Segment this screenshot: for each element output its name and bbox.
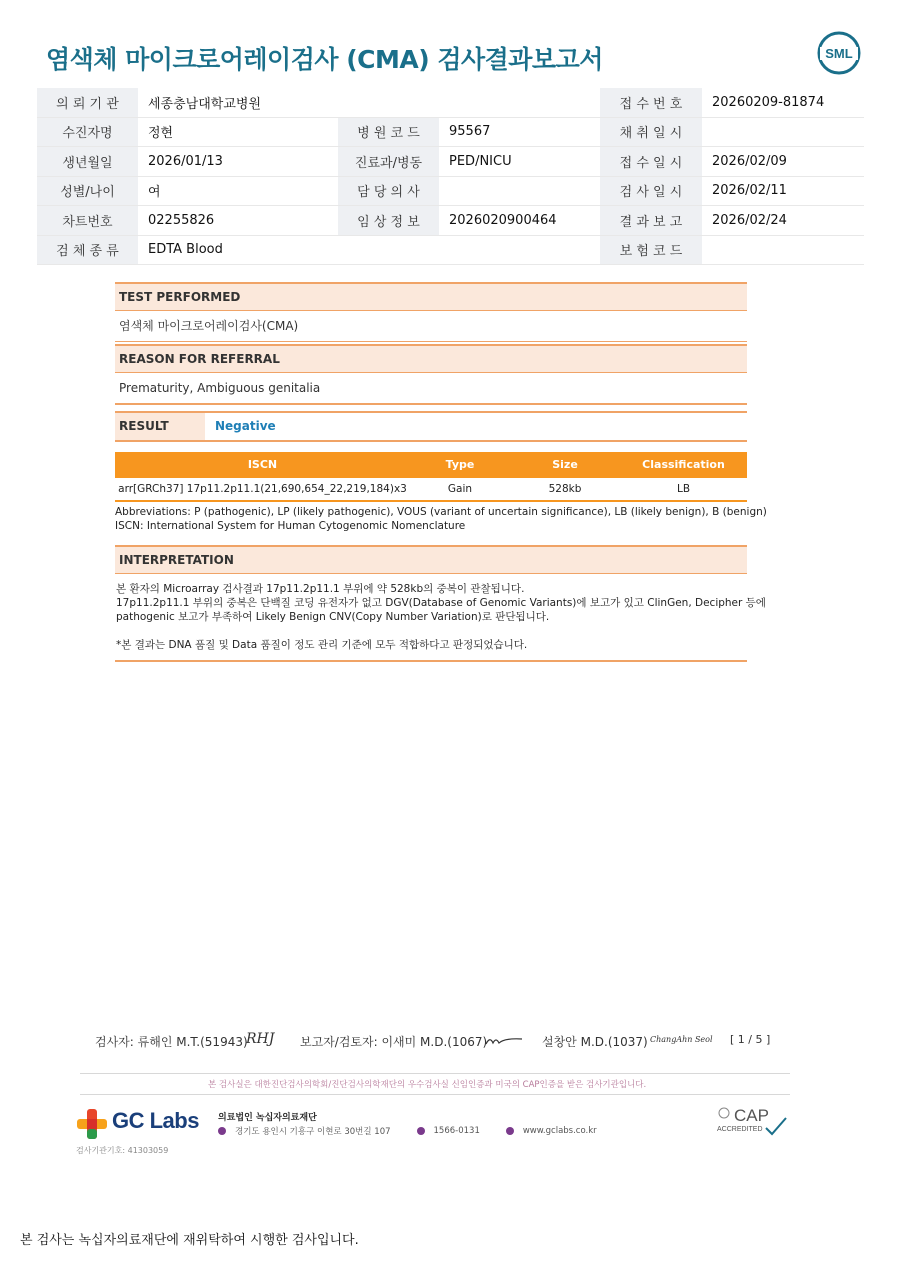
info-value: 세종충남대학교병원	[138, 88, 338, 117]
gc-contact	[218, 1125, 597, 1137]
page-indicator: [ 1 / 5 ]	[730, 1033, 771, 1046]
interpretation-line: pathogenic 보고가 부족하여 Likely Benign CNV(Copy Number Variation)로 판단됩니다.	[116, 611, 550, 623]
abbreviations	[115, 505, 767, 533]
iscn-value: arr[GRCh37] 17p11.2p11.1(21,690,654_22,219,184)x3	[118, 483, 407, 495]
certification-text: 본 검사실은 대한진단검사의학회/진단검사의학재단의 우수검사실 신임인증과 미국의 CAP인증을 받은 검사기관입니다.	[208, 1080, 647, 1090]
reason-label: REASON FOR REFERRAL	[115, 344, 747, 373]
tester-signature: RHJ	[246, 1031, 275, 1047]
type-value: Gain	[447, 483, 473, 495]
size-value: 528kb	[548, 483, 582, 495]
info-value: EDTA Blood	[138, 235, 338, 265]
info-label: 성별/나이	[37, 176, 138, 206]
info-row	[37, 235, 864, 265]
info-label: 결 과 보 고	[600, 206, 702, 236]
info-value: 2026/01/13	[138, 147, 338, 177]
divider	[80, 1094, 790, 1095]
info-label: 보 험 코 드	[600, 235, 702, 265]
info-label: 의 뢰 기 관	[37, 88, 138, 117]
table-row	[115, 478, 747, 502]
info-label: 수진자명	[37, 117, 138, 147]
interpretation-section	[115, 545, 766, 662]
abbreviations-line: Abbreviations: P (pathogenic), LP (likely pathogenic), VOUS (variant of uncertain significance), LB (likely benign), B (benign)	[115, 506, 767, 518]
gc-web: www.gclabs.co.kr	[522, 1126, 597, 1136]
info-label: 검 사 일 시	[600, 176, 702, 206]
gc-cross-icon	[76, 1108, 108, 1140]
info-value: 2026020900464	[439, 206, 600, 236]
footer-note: 본 검사는 녹십자의료재단에 재위탁하여 시행한 검사입니다.	[20, 1233, 359, 1248]
iscn-definition-line: ISCN: International System for Human Cytogenomic Nomenclature	[115, 520, 466, 532]
info-value: PED/NICU	[439, 147, 600, 177]
info-value	[702, 117, 864, 147]
result-label: RESULT	[115, 413, 205, 440]
info-label: 검 체 종 류	[37, 235, 138, 265]
reason-value: Prematurity, Ambiguous genitalia	[115, 373, 747, 405]
info-row	[37, 88, 864, 117]
interpretation-line	[116, 624, 747, 638]
info-value	[702, 235, 864, 265]
info-label: 차트번호	[37, 206, 138, 236]
interpretation-line: 17p11.2p11.1 부위의 중복은 단백질 코딩 유전자가 없고 DGV(Database of Genomic Variants)에 보고가 있고 ClinGen, Decipher 등에	[116, 597, 766, 609]
logo-text: SML	[825, 46, 853, 61]
info-row	[37, 147, 864, 177]
info-label: 채 취 일 시	[600, 117, 702, 147]
test-performed-value: 염색체 마이크로어레이검사(CMA)	[115, 311, 747, 342]
info-label: 접 수 일 시	[600, 147, 702, 177]
test-performed-label: TEST PERFORMED	[115, 282, 747, 311]
info-value: 여	[138, 176, 338, 206]
reviewer-signature-icon	[484, 1034, 524, 1048]
gc-org-name: 의료법인 녹십자의료재단	[218, 1113, 317, 1123]
info-value: 2026/02/09	[702, 147, 864, 177]
cap-sub: ACCREDITED	[717, 1126, 763, 1133]
interpretation-line: 본 환자의 Microarray 검사결과 17p11.2p11.1 부위에 약 528kb의 중복이 관찰됩니다.	[116, 583, 525, 595]
size-header: Size	[552, 458, 578, 471]
info-value: 정현	[138, 117, 338, 147]
location-icon	[218, 1127, 226, 1135]
result-row	[115, 411, 747, 442]
reviewer-signature-label: 보고자/검토자: 이새미 M.D.(1067)	[300, 1035, 488, 1049]
gc-address: 경기도 용인시 기흥구 이현로 30번길 107	[235, 1127, 391, 1137]
info-row	[37, 206, 864, 236]
report-title: 염색체 마이크로어레이검사 (CMA) 검사결과보고서	[46, 45, 603, 74]
interpretation-label: INTERPRETATION	[115, 545, 747, 574]
tester-signature-label: 검사자: 류해인 M.T.(51943)	[95, 1035, 248, 1049]
iscn-header-row	[115, 452, 747, 478]
info-value	[439, 88, 600, 117]
reason-section	[115, 344, 747, 405]
info-label: 진료과/병동	[338, 147, 439, 177]
info-value	[439, 235, 600, 265]
info-label: 병 원 코 드	[338, 117, 439, 147]
type-header: Type	[445, 458, 475, 471]
info-label: 접 수 번 호	[600, 88, 702, 117]
info-label: 임 상 정 보	[338, 206, 439, 236]
divider	[80, 1073, 790, 1074]
interpretation-body	[115, 574, 766, 662]
info-row	[37, 117, 864, 147]
info-value: 95567	[439, 117, 600, 147]
info-label: 생년월일	[37, 147, 138, 177]
classification-header: Classification	[642, 458, 725, 471]
iscn-table	[115, 452, 747, 502]
test-performed-section	[115, 282, 747, 342]
info-label	[338, 235, 439, 265]
info-label: 담 당 의 사	[338, 176, 439, 206]
info-label	[338, 88, 439, 117]
iscn-header: ISCN	[247, 458, 278, 471]
info-value: 20260209-81874	[702, 88, 864, 117]
interpretation-line: *본 결과는 DNA 품질 및 Data 품질이 정도 관리 기준에 모두 적합하다고 판정되었습니다.	[116, 639, 528, 651]
gc-phone: 1566-0131	[433, 1126, 480, 1136]
sml-logo	[816, 30, 862, 76]
cap-text: CAP	[734, 1106, 769, 1125]
info-value: 2026/02/11	[702, 176, 864, 206]
info-value: 2026/02/24	[702, 206, 864, 236]
gc-labs-brand: GC Labs	[112, 1108, 199, 1133]
phone-icon	[417, 1127, 425, 1135]
info-value	[439, 176, 600, 206]
patient-info-table	[37, 88, 864, 265]
classification-value: LB	[676, 483, 691, 495]
result-value: Negative	[215, 419, 276, 433]
info-row	[37, 176, 864, 206]
institution-number: 검사기관기호: 41303059	[76, 1146, 169, 1155]
third-signature: ChangAhn Seol	[650, 1035, 713, 1044]
info-value: 02255826	[138, 206, 338, 236]
cap-accredited-logo	[716, 1104, 788, 1140]
third-signature-label: 설창안 M.D.(1037)	[542, 1035, 648, 1049]
web-icon	[506, 1127, 514, 1135]
